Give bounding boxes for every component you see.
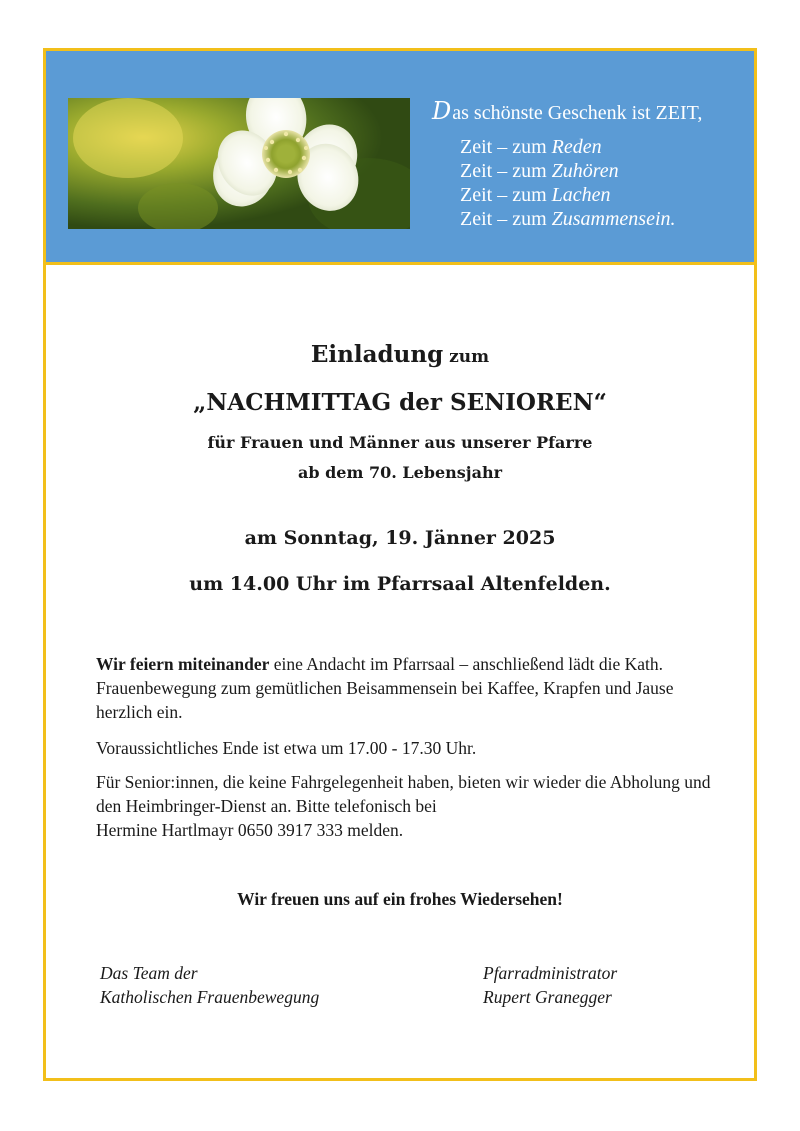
flower-photo bbox=[68, 98, 410, 229]
signature-right bbox=[483, 961, 617, 1009]
hellebore-flower-image bbox=[68, 98, 410, 229]
header-banner bbox=[46, 51, 754, 265]
title-main: Einladung bbox=[310, 341, 444, 368]
age-line: ab dem 70. Lebensjahr bbox=[297, 463, 503, 482]
quote-heading bbox=[432, 99, 702, 125]
event-name: „NACHMITTAG der SENIOREN“ bbox=[193, 389, 607, 416]
end-time-paragraph: Voraussichtliches Ende ist etwa um 17.00 - 17.30 Uhr. bbox=[96, 738, 477, 758]
event-date: am Sonntag, 19. Jänner 2025 bbox=[244, 527, 556, 549]
quote-line-prefix: Zeit – zum bbox=[460, 136, 552, 158]
contact-line: Hermine Hartlmayr 0650 3917 333 melden. bbox=[96, 820, 404, 840]
quote-line-word: Zuhören bbox=[551, 160, 619, 182]
signature-left-line-2: Katholischen Frauenbewegung bbox=[100, 987, 320, 1007]
program-rest: eine Andacht im Pfarrsaal – anschließend lädt die Kath. Frauenbewegung zum gemütlichen Beisammensein bei Kaffee, Krapfen und Jause herzlich ein. bbox=[96, 654, 674, 722]
transport-paragraph bbox=[96, 770, 716, 842]
title-suffix: zum bbox=[443, 347, 490, 367]
quote-head-text: as schönste Geschenk ist ZEIT, bbox=[452, 102, 703, 124]
audience-line: für Frauen und Männer aus unserer Pfarre bbox=[207, 433, 593, 452]
quote-line-prefix: Zeit – zum bbox=[460, 208, 552, 230]
program-paragraph bbox=[96, 652, 716, 724]
quote-line-word: Zusammensein. bbox=[551, 208, 676, 230]
quote-line-prefix: Zeit – zum bbox=[460, 160, 552, 182]
closing-line: Wir freuen uns auf ein frohes Wiedersehen! bbox=[237, 889, 563, 909]
signature-right-line-1: Pfarradministrator bbox=[483, 963, 618, 983]
signature-right-line-2: Rupert Granegger bbox=[483, 987, 612, 1007]
signature-left-line-1: Das Team der bbox=[100, 963, 198, 983]
transport-text: Für Senior:innen, die keine Fahrgelegenheit haben, bieten wir wieder die Abholung und den Heimbringer-Dienst an. Bitte telefonisch bei bbox=[96, 772, 711, 816]
quote-lines bbox=[460, 135, 702, 231]
time-quote bbox=[432, 99, 702, 231]
quote-line-2 bbox=[460, 159, 702, 183]
event-time-place: um 14.00 Uhr im Pfarrsaal Altenfelden. bbox=[189, 573, 611, 595]
program-bold-lead: Wir feiern miteinander bbox=[96, 654, 270, 674]
invitation-title bbox=[46, 341, 754, 368]
quote-line-3 bbox=[460, 183, 702, 207]
quote-line-4 bbox=[460, 207, 702, 231]
page-frame bbox=[43, 48, 757, 1081]
quote-line-prefix: Zeit – zum bbox=[460, 184, 552, 206]
quote-line-word: Lachen bbox=[551, 184, 611, 206]
quote-line-word: Reden bbox=[551, 136, 602, 158]
quote-line-1 bbox=[460, 135, 702, 159]
quote-initial: D bbox=[432, 97, 452, 125]
signature-left bbox=[100, 961, 319, 1009]
